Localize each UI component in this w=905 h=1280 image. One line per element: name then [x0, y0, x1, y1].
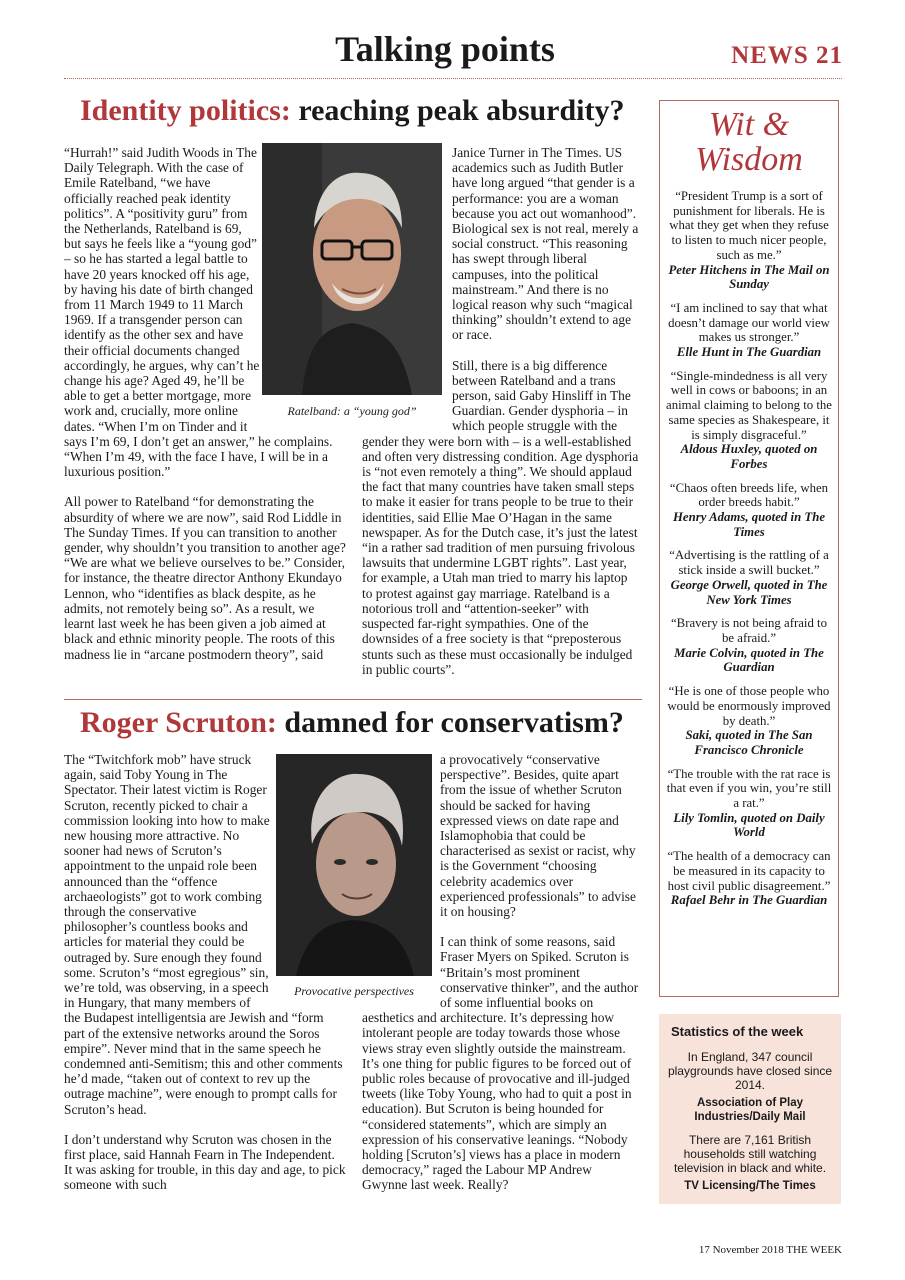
quote-source: Henry Adams, quoted in The Times — [672, 510, 826, 539]
quote-item — [664, 849, 834, 908]
article1-headline-rest: reaching peak absurdity? — [290, 94, 625, 127]
quote-item — [664, 189, 834, 292]
statistic-item — [665, 1133, 835, 1193]
statistic-source: Association of Play Industries/Daily Mail — [694, 1097, 806, 1123]
article1-photo-wrap-spacer — [362, 145, 452, 431]
quote-item — [664, 301, 834, 360]
article1-paragraph: All power to Ratelband “for demonstrating the absurdity of where we are now”, said Rod Liddle in The Sunday Times. If you can transition to another gender, why shouldn’t you transition to another age? “We are what we believe ourselves to be.” Consider, for instance, the theatre director Anthony Ekundayo Lennon, who “identifies as black despite, as he admits, not remotely being so”. As a result, we learnt last week he has been given a job aimed at black and ethnic minority people. The roots of this madness lie in “arcane postmodern theory”, said — [64, 494, 346, 662]
article2-photo-wrap-spacer — [362, 752, 440, 996]
section-title: Talking points — [335, 29, 555, 69]
article1-headline — [80, 94, 625, 128]
quote-text: “Single-mindedness is all very well in cows or baboons; in an animal claiming to belong to the same species as Shakespeare, it is simply disgraceful.” — [666, 368, 832, 442]
quote-text: “I am inclined to say that what doesn’t damage our world view makes us stronger.” — [668, 300, 830, 345]
quote-source: Lily Tomlin, quoted on Daily World — [673, 810, 825, 840]
statistic-text: In England, 347 council playgrounds have closed since 2014. — [667, 1050, 833, 1092]
article2-column-1 — [64, 752, 346, 1208]
page-label — [731, 42, 843, 70]
article2-paragraph: I can think of some reasons, said Fraser Myers on Spiked. Scruton is “Britain’s most prominent conservative thinker”, and the author of some influential books on aesthetics and architecture. It’s depressing how intolerant people are today towards those whose views stray even slightly outside the mainstream. It’s one thing for public figures to be forced out of public roles because of provocative and ill-judged tweets (like Toby Young, who had to quit a post in education). But Scruton is being hounded for “considered statements”, which are simply an expression of his conservative leanings. “Nobody holding [Scruton’s] views has a place in modern democracy,” raged the Labour MP Andrew Gwynne last week. Really? — [362, 934, 639, 1193]
article1-photo-wrap-spacer — [260, 145, 346, 421]
quote-text: “Advertising is the rattling of a stick inside a swill bucket.” — [669, 548, 829, 578]
article2-headline-rest: damned for conservatism? — [276, 706, 624, 739]
quote-item — [664, 767, 834, 841]
quote-item — [664, 616, 834, 675]
article1-headline-prefix: Identity politics: — [80, 94, 291, 127]
quote-text: “He is one of those people who would be enormously improved by death.” — [667, 684, 831, 728]
statistic-source: TV Licensing/The Times — [684, 1180, 816, 1192]
statistic-item — [665, 1050, 835, 1124]
statistic-text: There are 7,161 British households still watching television in black and white. — [673, 1133, 827, 1175]
article2-paragraph: I don’t understand why Scruton was chosen in the first place, said Hannah Fearn in The Independent. It was asking for trouble, in this day and age, to pick someone with such — [64, 1131, 346, 1193]
quote-source: George Orwell, quoted in The New York Times — [670, 577, 828, 607]
quote-text: “President Trump is a sort of punishment for liberals. He is what they get when they refuse to listen to much nicer people, such as me.” — [669, 189, 829, 262]
article2-paragraph: a provocatively “conservative perspective”. Besides, quite apart from the issue of whether Scruton should be sacked for having expressed views on date rape and Islamophobia that could be characterised as sexist or racist, why is the Government “choosing celebrity academics over experienced professionals” to advise it on housing? — [440, 752, 636, 920]
header-divider — [64, 78, 842, 79]
quote-text: “Chaos often breeds life, when order breeds habit.” — [669, 480, 829, 510]
wit-wisdom-title: Wit & Wisdom — [695, 106, 803, 178]
article-divider — [64, 699, 642, 700]
quote-source: Peter Hitchens in The Mail on Sunday — [668, 262, 830, 292]
quote-source: Saki, quoted in The San Francisco Chronicle — [685, 728, 813, 757]
article1-paragraph: Janice Turner in The Times. US academics such as Judith Butler have long argued “that gender is a performance: you are a woman because you act out womanhood”. Biological sex is not real, merely a social construct. “This reasoning has swept through liberal campuses, into the political mainstream.” And there is no logical reason why such “magical thinking” shouldn’t extend to age or race. — [452, 145, 639, 343]
quote-text: “Bravery is not being afraid to be afraid.” — [671, 616, 827, 645]
quote-item — [664, 369, 834, 472]
quote-text: “The trouble with the rat race is that even if you win, you’re still a rat.” — [666, 766, 832, 811]
article2-headline — [80, 706, 624, 740]
wit-wisdom-box — [659, 100, 839, 997]
ratelband-caption: Ratelband: a “young god” — [287, 404, 417, 418]
article1-column-2 — [362, 145, 640, 692]
article1-paragraph: “Hurrah!” said Judith Woods in The Daily Telegraph. With the case of Emile Ratelband, “we have officially reached peak identity politics”. A “positivity guru” from the Netherlands, Ratelband is 69, but says he feels like a “young god” – so he has started a legal battle to have 20 years knocked off his age, by having his date of birth changed from 11 March 1949 to 11 March 1969. If a transgender person can identify as the other sex and have their official documents changed accordingly, he argues, why can’t he change his age? Aged 49, he’ll be able to get a better mortgage, more work and, crucially, more online dates. “When I’m on Tinder and it says I’m 69, I don’t get an answer,” he complains. “When I’m 49, with the face I have, I will be in a luxurious position.” — [64, 145, 333, 480]
quote-source: Aldous Huxley, quoted on Forbes — [680, 442, 818, 471]
article2-paragraph: The “Twitchfork mob” have struck again, said Toby Young in The Spectator. Their latest victim is Roger Scruton, recently picked to chair a commission looking into how to make new housing more attractive. No sooner had news of Scruton’s appointment to the unpaid role been announced than the “offence archaeologists” got to work combing through the conservative philosopher’s countless books and articles for material they could be outraged by. Sure enough they found some. Scruton’s “most egregious” sin, we’re told, was observing, in a speech in Hungary, that many members of the Budapest intelligentsia are Jewish and “form part of the extensive networks around the Soros empire”. Never mind that in the same speech he condemned anti-Semitism; this and other comments he’d made, “taken out of context to rev up the outrage machine”, were enough to prompt calls for Scruton’s head. — [64, 752, 343, 1117]
quote-item — [664, 548, 834, 607]
article1-paragraph: Still, there is a big difference between Ratelband and a trans person, said Gaby Hinsliff in The Guardian. Gender dysphoria – in which people struggle with the gender they were born with – is a well-established and often very distressing condition. Age dysphoria is “not even remotely a thing”. We should applaud the fact that many countries have taken small steps to make it easier for trans people to be true to their identities, said Ellie Mae O’Hagan in the same newspaper. As for the Dutch case, it’s just the latest “in a rather sad tradition of men pursuing frivolous lawsuits that undermine LGBT rights”. Last year, for example, a Utah man tried to marry his laptop to protest against gay marriage. Ratelband is a notorious troll and “attention-seeker” with suspected far-right sympathies. One of the downsides of a free society is that “preposterous stunts such as these must occasionally be indulged in public courts”. — [362, 357, 639, 677]
quote-source: Marie Colvin, quoted in The Guardian — [674, 645, 824, 675]
quote-source: Rafael Behr in The Guardian — [670, 893, 828, 908]
article1-column-1 — [64, 145, 346, 677]
quote-text: “The health of a democracy can be measured in its capacity to host civil public disagreement.” — [667, 849, 831, 893]
quote-source: Elle Hunt in The Guardian — [676, 345, 822, 360]
statistics-box — [659, 1014, 841, 1204]
article2-photo-wrap-spacer — [270, 752, 346, 996]
quote-item — [664, 481, 834, 540]
quote-item — [664, 684, 834, 758]
page-footer: 17 November 2018 THE WEEK — [698, 1244, 842, 1256]
statistics-title: Statistics of the week — [671, 1024, 804, 1039]
scruton-caption: Provocative perspectives — [294, 984, 414, 998]
article2-column-2 — [362, 752, 640, 1208]
page-label-text: NEWS 21 — [731, 42, 843, 69]
article2-headline-prefix: Roger Scruton: — [80, 706, 277, 739]
